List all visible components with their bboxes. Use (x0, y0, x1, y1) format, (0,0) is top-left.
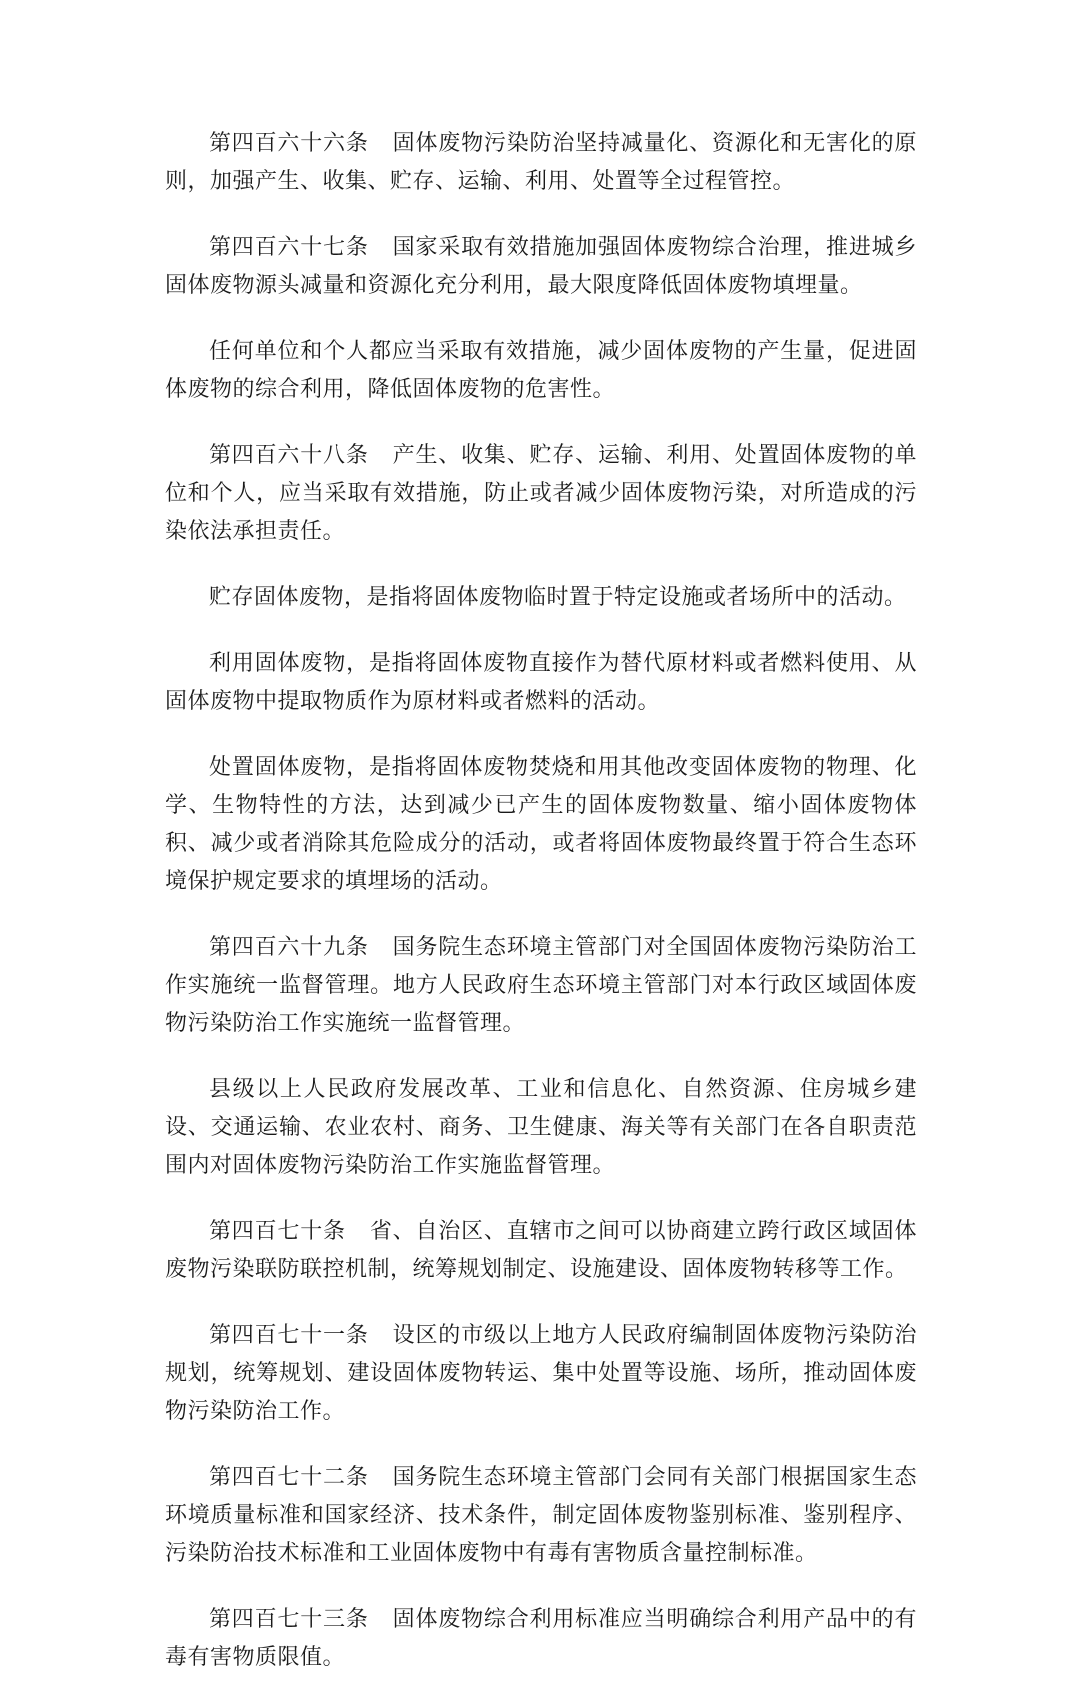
article-number: 第四百六十八条 (209, 443, 369, 468)
paragraph-text: 县级以上人民政府发展改革、工业和信息化、自然资源、住房城乡建设、交通运输、农业农村、商务、卫生健康、海关等有关部门在各自职责范围内对固体废物污染防治工作实施监督管理。 (165, 1077, 917, 1178)
paragraph-article-467 (165, 229, 917, 305)
paragraph-text: 固体废物污染防治坚持减量化、资源化和无害化的原则，加强产生、收集、贮存、运输、利用、处置等全过程管控。 (165, 131, 917, 194)
paragraph-article-469 (165, 929, 917, 1043)
paragraph-article-470 (165, 1213, 917, 1289)
paragraph-text: 国务院生态环境主管部门对全国固体废物污染防治工作实施统一监督管理。地方人民政府生态环境主管部门对本行政区域固体废物污染防治工作实施统一监督管理。 (165, 935, 917, 1036)
article-number: 第四百六十九条 (209, 935, 369, 960)
paragraph-article-468-clause-3 (165, 645, 917, 721)
article-number: 第四百七十条 (209, 1219, 346, 1244)
paragraph-article-468 (165, 437, 917, 551)
paragraph-text: 任何单位和个人都应当采取有效措施，减少固体废物的产生量，促进固体废物的综合利用，降低固体废物的危害性。 (165, 339, 917, 402)
paragraph-text: 贮存固体废物，是指将固体废物临时置于特定设施或者场所中的活动。 (209, 585, 907, 610)
paragraph-article-468-clause-4 (165, 749, 917, 901)
paragraph-article-467-clause-2 (165, 333, 917, 409)
paragraph-text: 处置固体废物，是指将固体废物焚烧和用其他改变固体废物的物理、化学、生物特性的方法，达到减少已产生的固体废物数量、缩小固体废物体积、减少或者消除其危险成分的活动，或者将固体废物最终置于符合生态环境保护规定要求的填埋场的活动。 (165, 755, 917, 894)
paragraph-text: 省、自治区、直辖市之间可以协商建立跨行政区域固体废物污染联防联控机制，统筹规划制定、设施建设、固体废物转移等工作。 (165, 1219, 917, 1282)
article-number: 第四百七十二条 (209, 1465, 369, 1490)
paragraph-article-473 (165, 1601, 917, 1677)
article-number: 第四百六十七条 (209, 235, 369, 260)
paragraph-text: 设区的市级以上地方人民政府编制固体废物污染防治规划，统筹规划、建设固体废物转运、集中处置等设施、场所，推动固体废物污染防治工作。 (165, 1323, 917, 1424)
document-body (165, 125, 917, 1705)
article-number: 第四百六十六条 (209, 131, 369, 156)
paragraph-article-469-clause-2 (165, 1071, 917, 1185)
article-number: 第四百七十一条 (209, 1323, 369, 1348)
paragraph-article-472 (165, 1459, 917, 1573)
paragraph-text: 利用固体废物，是指将固体废物直接作为替代原材料或者燃料使用、从固体废物中提取物质作为原材料或者燃料的活动。 (165, 651, 917, 714)
article-number: 第四百七十三条 (209, 1607, 369, 1632)
paragraph-text: 国家采取有效措施加强固体废物综合治理，推进城乡固体废物源头减量和资源化充分利用，最大限度降低固体废物填埋量。 (165, 235, 917, 298)
paragraph-text: 产生、收集、贮存、运输、利用、处置固体废物的单位和个人，应当采取有效措施，防止或者减少固体废物污染，对所造成的污染依法承担责任。 (165, 443, 917, 544)
paragraph-article-471 (165, 1317, 917, 1431)
paragraph-article-466 (165, 125, 917, 201)
paragraph-text: 国务院生态环境主管部门会同有关部门根据国家生态环境质量标准和国家经济、技术条件，制定固体废物鉴别标准、鉴别程序、污染防治技术标准和工业固体废物中有毒有害物质含量控制标准。 (165, 1465, 917, 1566)
paragraph-text: 固体废物综合利用标准应当明确综合利用产品中的有毒有害物质限值。 (165, 1607, 917, 1670)
paragraph-article-468-clause-2 (165, 579, 917, 617)
